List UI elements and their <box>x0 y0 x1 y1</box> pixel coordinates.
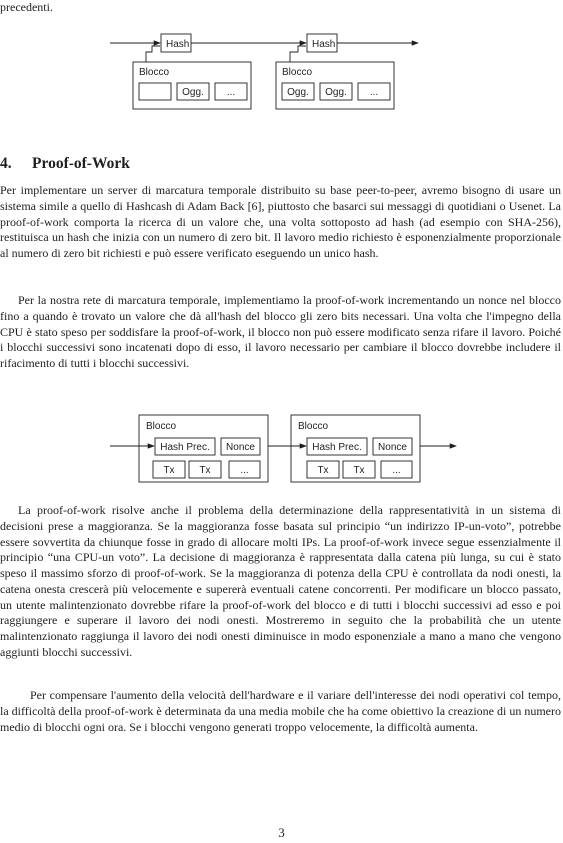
prev-hash-label-1: Hash Prec. <box>160 442 210 453</box>
section-title: Proof-of-Work <box>32 155 130 172</box>
block-label-1: Blocco <box>139 67 170 78</box>
hash-label-1: Hash <box>166 39 190 50</box>
tx-label-3: Tx <box>317 465 329 476</box>
continued-text: precedenti. <box>0 0 53 14</box>
paragraph-3: La proof-of-work risolve anche il problema della determinazione della rappresentatività in un sistema di decisioni prese a maggioranza. Se la maggioranza fosse basata sul principio “un indirizzo IP-un-voto”, potrebbe essere sovvertita da chiunque fosse in grado di allocare molti IPs. La proof-of-work invece segue essenzialmente il principio “una CPU-un voto”. La decisione di maggioranza è rappresentata dalla catena più lunga, su cui è stato speso il massimo sforzo di proof-of-work. Se la maggioranza di potenza della CPU è controllata da nodi onesti, la catena onesta crescerà più velocemente e supererà eventuali catene concorrenti. Per modificare un blocco passato, un utente malintenzionato dovrebbe rifare la proof-of-work del blocco e di tutti i blocchi successivi ad esso e poi raggiungere e superare il lavoro dei nodi onesti. Mostreremo in seguito che la probabilità che un utente malintenzionato raggiunga il lavoro dei nodi onesti diminuisce in modo esponenziale a mano a mano che vengono aggiunti blocchi successivi. <box>0 503 561 659</box>
section-heading <box>0 154 130 174</box>
timestamp-chain-diagram <box>0 0 563 112</box>
pow-block-label-1: Blocco <box>146 421 177 432</box>
block-label-2: Blocco <box>282 67 313 78</box>
block2-cell-2: Ogg. <box>325 87 347 98</box>
paragraph-2: Per la nostra rete di marcatura temporale, implementiamo la proof-of-work incrementando un nonce nel blocco fino a quando è trovato un valore che dà all'hash del blocco gli zero bits necessari. Una volta che l'impegno della CPU è stato speso per soddisfare la proof-of-work, il blocco non può essere modificato senza rifare il lavoro. Poiché i blocchi successivi sono incatenati dopo di esso, il lavoro necessario per cambiare il blocco dovrebbe includere il rifacimento di tutti i blocchi successivi. <box>0 293 561 370</box>
nonce-label-1: Nonce <box>226 442 255 453</box>
prev-hash-label-2: Hash Prec. <box>312 442 362 453</box>
nonce-label-2: Nonce <box>378 442 407 453</box>
pow-block-label-2: Blocco <box>298 421 329 432</box>
tx-ellipsis-1: ... <box>240 465 249 476</box>
block2-cell-1: Ogg. <box>287 87 309 98</box>
paragraph-1: Per implementare un server di marcatura temporale distribuito su base peer-to-peer, avremo bisogno di usare un sistema simile a quello di Hashcash di Adam Back [6], piuttosto che basarci sui messaggi di quotidiani o Usenet. La proof-of-work comporta la ricerca di un valore che, una volta sottoposto ad hash (ad esempio con SHA-256), restituisca un hash che inizia con un numero di zero bit. Il lavoro medio richiesto è esponenzialmente proporzionale al numero di zero bit richiesti e può essere verificato eseguendo un unico hash. <box>0 183 561 260</box>
block1-cell-3: ... <box>226 87 236 98</box>
block1-cell-2: Ogg. <box>182 87 204 98</box>
hash-label-2: Hash <box>312 39 336 50</box>
tx-label-1: Tx <box>163 465 175 476</box>
page-number: 3 <box>278 825 285 840</box>
proof-of-work-chain-diagram <box>0 405 563 485</box>
tx-ellipsis-2: ... <box>392 465 401 476</box>
paragraph-4: Per compensare l'aumento della velocità dell'hardware e il variare dell'interesse dei nodi operativi col tempo, la difficoltà della proof-of-work è determinata da una media mobile che ha come obiettivo la creazione di un numero medio di blocchi ogni ora. Se i blocchi vengono generati troppo velocemente, la difficoltà aumenta. <box>0 688 561 734</box>
tx-label-4: Tx <box>353 465 365 476</box>
tx-label-2: Tx <box>199 465 211 476</box>
section-number: 4. <box>0 155 12 172</box>
block2-cell-3: ... <box>369 87 379 98</box>
